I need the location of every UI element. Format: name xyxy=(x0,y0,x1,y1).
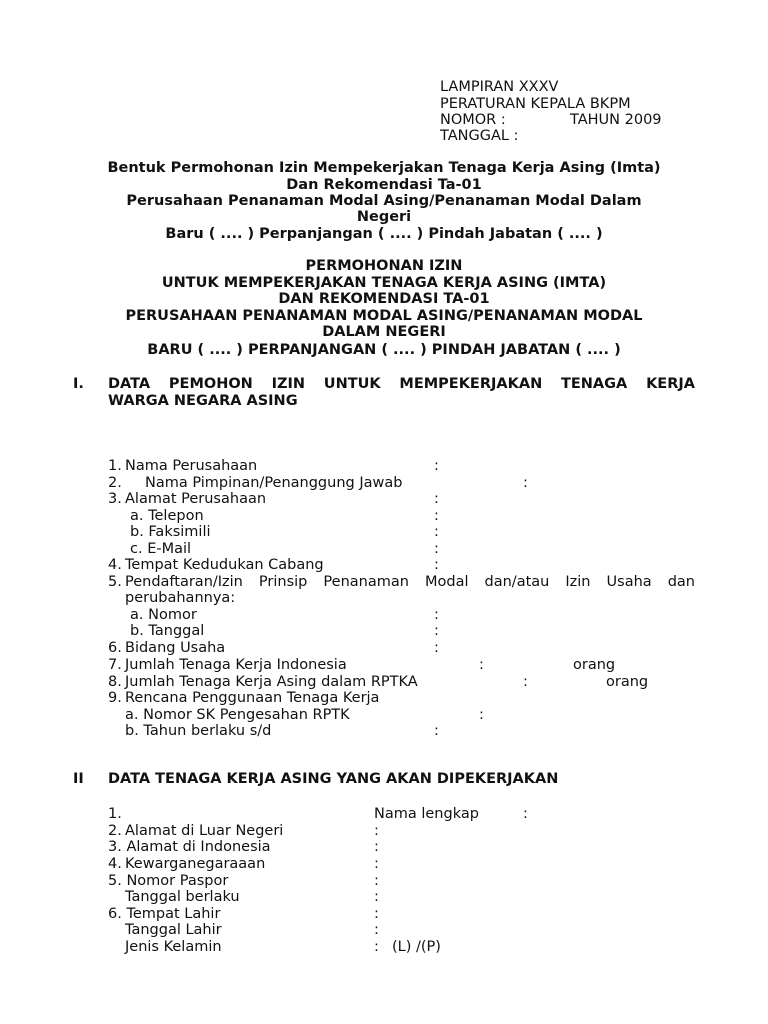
item-jumlah-tki-label: Jumlah Tenaga Kerja Indonesia xyxy=(125,657,347,673)
header-nomor-label: NOMOR : xyxy=(440,112,506,128)
item-faksimili-label: b. Faksimili xyxy=(130,524,211,540)
item-2-number: 2. xyxy=(108,475,122,491)
section1-title-line1: DATA PEMOHON IZIN UNTUK MEMPEKERJAKAN TENAGA KERJA xyxy=(108,376,695,392)
title-mixed-line4: Negeri xyxy=(356,209,412,225)
colon: : xyxy=(434,557,439,573)
item-alamat-perusahaan-label: Alamat Perusahaan xyxy=(125,491,267,507)
colon: : xyxy=(374,889,379,905)
item-6-number: 6. xyxy=(108,640,122,656)
section1-title-line2: WARGA NEGARA ASING xyxy=(108,393,298,409)
item-email-label: c. E-Mail xyxy=(130,541,192,557)
unit-orang: orang xyxy=(606,674,649,690)
title-caps-line6: BARU ( .... ) PERPANJANGAN ( .... ) PINDAH JABATAN ( .... ) xyxy=(147,342,621,358)
colon: : xyxy=(523,806,528,822)
section2-number: II xyxy=(73,771,84,787)
item-nomor-label: a. Nomor xyxy=(130,607,197,623)
item-jumlah-tka-label: Jumlah Tenaga Kerja Asing dalam RPTKA xyxy=(125,674,418,690)
item-5-number: 5. xyxy=(108,574,122,590)
item-1-number: 1. xyxy=(108,458,122,474)
tka-alamat-indonesia-label: 3. Alamat di Indonesia xyxy=(108,839,271,855)
unit-orang: orang xyxy=(573,657,616,673)
colon: : xyxy=(434,508,439,524)
colon: : xyxy=(374,873,379,889)
title-mixed-line5: Baru ( .... ) Perpanjangan ( .... ) Pindah Jabatan ( .... ) xyxy=(165,226,603,242)
colon: : xyxy=(479,707,484,723)
tka-alamat-luar-label: Alamat di Luar Negeri xyxy=(125,823,284,839)
header-line-peraturan: PERATURAN KEPALA BKPM xyxy=(440,96,631,112)
section1-number: I. xyxy=(73,376,84,392)
tka-kewarganegaraan-label: Kewarganegaraaan xyxy=(125,856,266,872)
item-nama-pimpinan-label: Nama Pimpinan/Penanggung Jawab xyxy=(145,475,403,491)
tka-tanggal-berlaku-label: Tanggal berlaku xyxy=(125,889,240,905)
tka-tempat-lahir-label: 6. Tempat Lahir xyxy=(108,906,221,922)
colon: : xyxy=(434,640,439,656)
header-tanggal: TANGGAL : xyxy=(440,128,519,144)
item-3-number: 3. xyxy=(108,491,122,507)
header-tahun: TAHUN 2009 xyxy=(570,112,662,128)
item-7-number: 7. xyxy=(108,657,122,673)
tka-tanggal-lahir-label: Tanggal Lahir xyxy=(125,922,222,938)
item-rencana-label: Rencana Penggunaan Tenaga Kerja xyxy=(125,690,380,706)
item-pendaftaran-label: Pendaftaran/Izin Prinsip Penanaman Modal dan/atau Izin Usaha dan xyxy=(125,574,695,590)
tka-jenis-kelamin-label: Jenis Kelamin xyxy=(125,939,222,955)
colon: : xyxy=(374,922,379,938)
item-nomor-sk-label: a. Nomor SK Pengesahan RPTK xyxy=(125,707,350,723)
colon: : xyxy=(434,723,439,739)
title-mixed-line3: Perusahaan Penanaman Modal Asing/Penanaman Modal Dalam xyxy=(126,193,642,209)
item-tempat-kedudukan-label: Tempat Kedudukan Cabang xyxy=(125,557,324,573)
item-bidang-usaha-label: Bidang Usaha xyxy=(125,640,226,656)
title-mixed-line2: Dan Rekomendasi Ta-01 xyxy=(286,177,482,193)
title-caps-line3: DAN REKOMENDASI TA-01 xyxy=(278,291,490,307)
header-line-lampiran: LAMPIRAN XXXV xyxy=(440,79,559,95)
title-caps-line4: PERUSAHAAN PENANAMAN MODAL ASING/PENANAMAN MODAL xyxy=(125,308,643,324)
colon: : xyxy=(374,939,379,955)
title-mixed-line1: Bentuk Permohonan Izin Mempekerjakan Tenaga Kerja Asing (Imta) xyxy=(107,160,661,176)
tka-item-1-number: 1. xyxy=(108,806,122,822)
tka-nama-lengkap-label: Nama lengkap xyxy=(374,806,479,822)
item-9-number: 9. xyxy=(108,690,122,706)
colon: : xyxy=(434,458,439,474)
item-8-number: 8. xyxy=(108,674,122,690)
title-caps-line5: DALAM NEGERI xyxy=(322,324,446,340)
item-telepon-label: a. Telepon xyxy=(130,508,204,524)
colon: : xyxy=(434,524,439,540)
colon: : xyxy=(374,906,379,922)
colon: : xyxy=(523,475,528,491)
colon: : xyxy=(434,607,439,623)
colon: : xyxy=(434,491,439,507)
colon: : xyxy=(479,657,484,673)
title-caps-line1: PERMOHONAN IZIN xyxy=(305,258,463,274)
title-caps-line2: UNTUK MEMPEKERJAKAN TENAGA KERJA ASING (IMTA) xyxy=(161,275,607,291)
item-pendaftaran-label-cont: perubahannya: xyxy=(125,590,236,606)
item-4-number: 4. xyxy=(108,557,122,573)
item-tanggal-label: b. Tanggal xyxy=(130,623,205,639)
colon: : xyxy=(434,623,439,639)
tka-jenis-kelamin-options: (L) /(P) xyxy=(392,939,441,955)
item-tahun-berlaku-label: b. Tahun berlaku s/d xyxy=(125,723,272,739)
tka-item-4-number: 4. xyxy=(108,856,122,872)
colon: : xyxy=(374,839,379,855)
tka-nomor-paspor-label: 5. Nomor Paspor xyxy=(108,873,229,889)
item-nama-perusahaan-label: Nama Perusahaan xyxy=(125,458,258,474)
section2-title: DATA TENAGA KERJA ASING YANG AKAN DIPEKERJAKAN xyxy=(108,771,559,787)
colon: : xyxy=(374,856,379,872)
colon: : xyxy=(523,674,528,690)
tka-item-2-number: 2. xyxy=(108,823,122,839)
colon: : xyxy=(374,823,379,839)
colon: : xyxy=(434,541,439,557)
